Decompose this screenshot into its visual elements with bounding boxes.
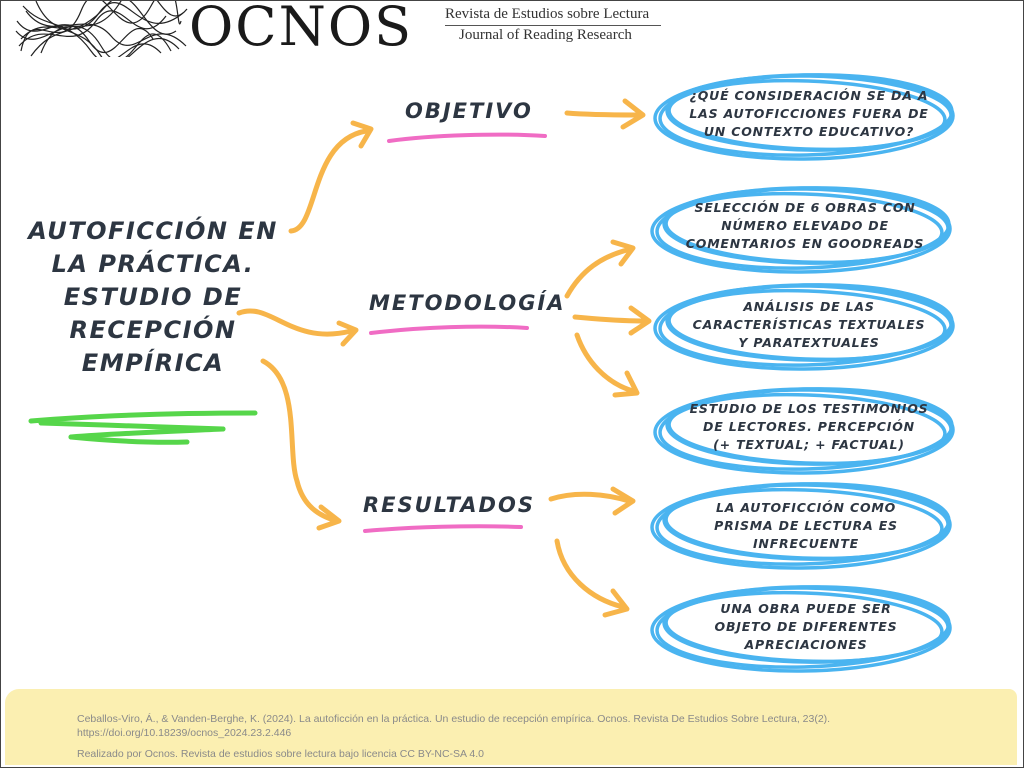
- footer-citation: Ceballos-Viro, Á., & Vanden-Berghe, K. (2024). La autoficción en la práctica. Un estudio de recepción empírica. Ocnos. Revista De Estudios Sobre Lectura, 23(2).: [77, 713, 831, 725]
- bubble-text-resultados-2: [691, 600, 921, 654]
- main-title-line: EMPÍRICA: [81, 349, 225, 377]
- bubble-line: PRISMA DE LECTURA ES: [714, 518, 898, 533]
- underline-objetivo: [389, 135, 545, 141]
- bubble-line: SELECCIÓN DE 6 OBRAS CON: [694, 200, 916, 215]
- arrow-metodologia-to-bubble-3: [577, 335, 633, 391]
- bubble-text-metodologia-2: [681, 298, 937, 352]
- bubble-line: Y PARATEXTUALES: [738, 335, 880, 350]
- arrow-objetivo-to-bubble: [567, 113, 641, 115]
- bubble-line: LA AUTOFICCIÓN COMO: [715, 500, 897, 515]
- bubble-line: ANÁLISIS DE LAS: [743, 299, 875, 314]
- bubble-text-objetivo: [679, 87, 939, 141]
- section-label-resultados: RESULTADOS: [363, 493, 535, 517]
- underline-metodologia: [371, 327, 527, 333]
- arrow-title-to-resultados: [263, 361, 337, 521]
- bubble-line: UN CONTEXTO EDUCATIVO?: [703, 124, 915, 139]
- main-title: [23, 215, 283, 380]
- arrow-resultados-to-bubble-1: [551, 494, 629, 501]
- bubble-line: CARACTERÍSTICAS TEXTUALES: [692, 317, 926, 332]
- arrow-title-to-objetivo: [291, 131, 366, 231]
- bubble-text-metodologia-3: [681, 400, 937, 454]
- ocnos-logo-wordmark: OCNOS: [189, 0, 414, 58]
- bubble-line: (+ TEXTUAL; + FACTUAL): [713, 437, 905, 452]
- bubble-text-resultados-1: [691, 499, 921, 553]
- main-title-line: RECEPCIÓN: [69, 316, 237, 344]
- bubble-line: ESTUDIO DE LOS TESTIMONIOS: [689, 401, 929, 416]
- footer-doi-link[interactable]: https://doi.org/10.18239/ocnos_2024.23.2.446: [77, 727, 292, 739]
- journal-title-english: Journal of Reading Research: [459, 27, 632, 43]
- footer-license: Realizado por Ocnos. Revista de estudios sobre lectura bajo licencia CC BY-NC-SA 4.0: [77, 748, 484, 760]
- bubble-line: APRECIACIONES: [744, 637, 868, 652]
- underline-resultados: [365, 526, 521, 531]
- bubble-text-metodologia-1: [677, 199, 933, 253]
- bubble-line: DE LECTORES. PERCEPCIÓN: [703, 419, 915, 434]
- main-title-line: LA PRÁCTICA.: [51, 250, 255, 278]
- bubble-line: OBJETO DE DIFERENTES: [714, 619, 898, 634]
- green-scribble-decoration: [31, 413, 255, 442]
- main-title-line: AUTOFICCIÓN EN: [28, 217, 278, 245]
- arrow-metodologia-to-bubble-2: [575, 317, 646, 321]
- bubble-line: NÚMERO ELEVADO DE: [721, 218, 889, 233]
- section-label-metodologia: METODOLOGÍA: [369, 291, 566, 315]
- main-title-line: ESTUDIO DE: [63, 283, 243, 311]
- bubble-line: ¿QUÉ CONSIDERACIÓN SE DA A: [689, 88, 929, 103]
- arrow-resultados-to-bubble-2: [557, 541, 623, 607]
- section-label-objetivo: OBJETIVO: [405, 99, 533, 123]
- bubble-line: INFRECUENTE: [752, 536, 859, 551]
- journal-title-spanish: Revista de Estudios sobre Lectura: [445, 6, 650, 22]
- bubble-line: COMENTARIOS EN GOODREADS: [685, 236, 925, 251]
- bubble-line: UNA OBRA PUEDE SER: [720, 601, 892, 616]
- bubble-line: LAS AUTOFICCIONES FUERA DE: [689, 106, 929, 121]
- arrow-metodologia-to-bubble-1: [567, 249, 631, 296]
